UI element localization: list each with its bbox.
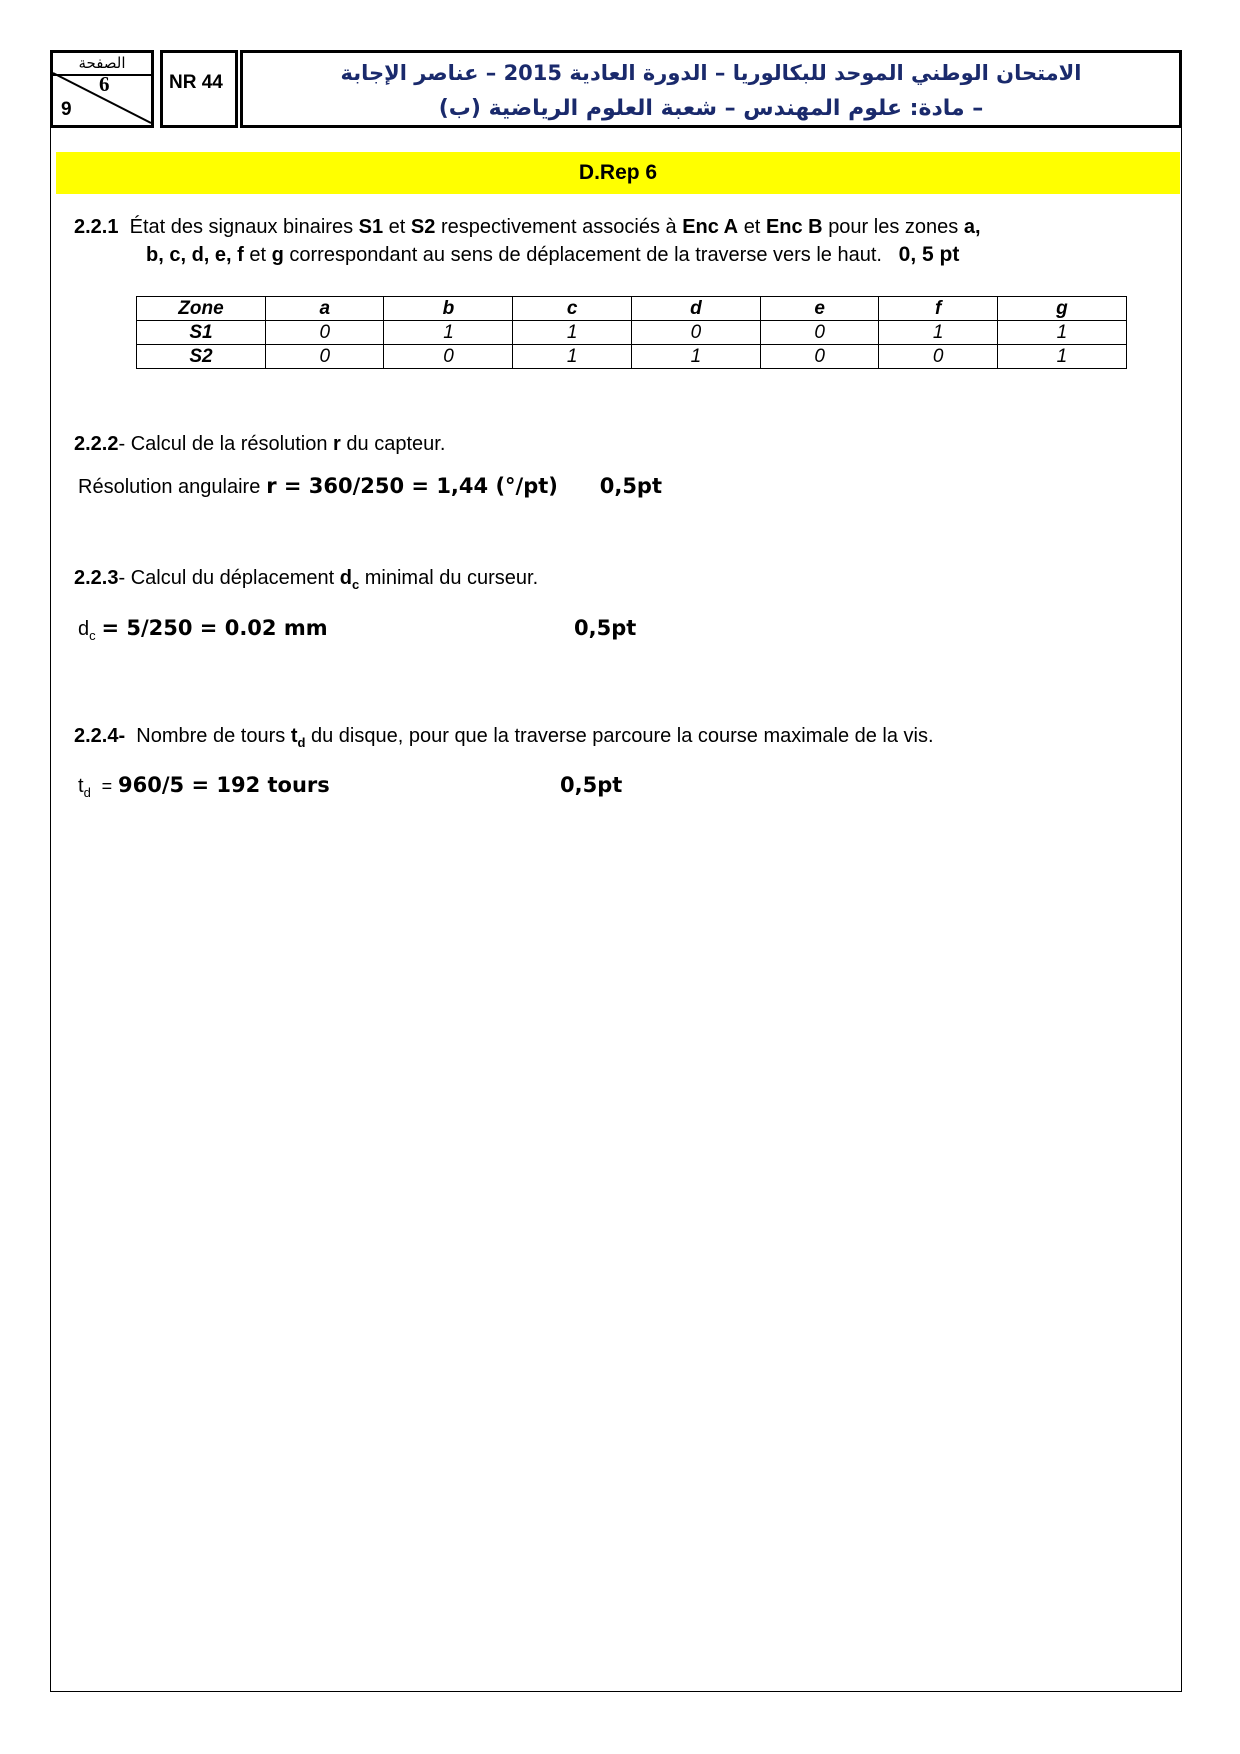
table-header-cell: c [513,297,631,321]
question-2-2-2: 2.2.2- Calcul de la résolution r du capteur. [74,433,446,455]
table-header-cell: g [997,297,1126,321]
table-header-cell: a [266,297,384,321]
table-header-cell: Zone [137,297,266,321]
answer-2-2-2: Résolution angulaire r = 360/250 = 1,44 (°/pt) 0,5pt [78,474,663,498]
question-2-2-1-line2: b, c, d, e, f et g correspondant au sens de déplacement de la traverse vers le haut. 0, 5 pt [146,243,960,266]
table-header-cell: f [879,297,997,321]
table-header-cell: d [631,297,760,321]
table-cell: 1 [997,345,1126,369]
table-cell: 1 [513,321,631,345]
exam-title-box [240,50,1182,128]
answer-2-2-3: $d_c = 5/250 = 0.02$ mm 0,5pt [78,616,637,643]
table-header-row [137,297,1127,321]
points-2-2-4: 0,5pt [560,773,623,797]
table-cell: 0 [631,321,760,345]
points-2-2-1: 0, 5 pt [898,243,960,266]
table-header-cell: e [760,297,878,321]
table-cell: 0 [384,345,513,369]
table-cell: 1 [384,321,513,345]
table-row [137,321,1127,345]
table-row [137,345,1127,369]
page-total: 9 [61,99,72,120]
table-row-label: S1 [137,321,266,345]
question-2-2-1-line1: 2.2.1 État des signaux binaires S1 et S2 respectivement associés à Enc A et Enc B pour les zones a, [74,216,981,238]
table-cell: 0 [760,321,878,345]
page-number-box [50,50,154,128]
table-cell: 1 [879,321,997,345]
table-cell: 1 [513,345,631,369]
table-cell: 0 [266,345,384,369]
exam-code-box [160,50,238,128]
question-2-2-4: 2.2.4- Nombre de tours $t_d$ du disque, pour que la traverse parcoure la course maximale de la vis. [74,725,934,750]
table-row-label: S2 [137,345,266,369]
table-cell: 0 [760,345,878,369]
question-2-2-3: 2.2.3- Calcul du déplacement $d_c$ minimal du curseur. [74,567,539,592]
table-header-cell: b [384,297,513,321]
exam-code: NR 44 [169,72,223,93]
table-cell: 1 [997,321,1126,345]
exam-title-line1: الامتحان الوطني الموحد للبكالوريا – الدورة العادية 2015 – عناصر الإجابة [340,61,1082,85]
signals-table [136,296,1127,369]
page-current: 6 [99,72,110,96]
answer-2-2-4: $t_d = 960/5 = 192$ tours 0,5pt [78,773,623,800]
section-banner: D.Rep 6 [56,152,1180,194]
table-cell: 1 [631,345,760,369]
exam-title-line2: – مادة: علوم المهندس – شعبة العلوم الرياضية (ب) [438,96,984,121]
table-cell: 0 [879,345,997,369]
table-cell: 0 [266,321,384,345]
points-2-2-2: 0,5pt [599,474,663,498]
points-2-2-3: 0,5pt [574,616,637,640]
page-label: الصفحة [78,54,126,72]
